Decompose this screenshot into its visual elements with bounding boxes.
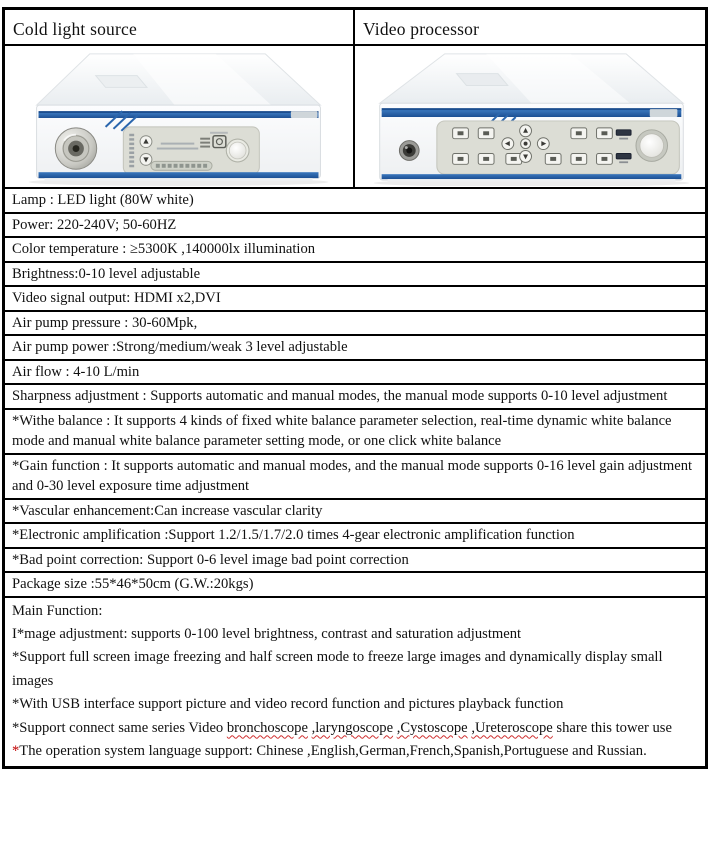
light-output-port	[55, 127, 96, 168]
spec-row-air-pump-pressure: Air pump pressure : 30-60Mpk,	[5, 312, 705, 337]
control-panel	[436, 120, 678, 173]
spec-row-color-temperature: Color temperature : ≥5300K ,140000lx illumination	[5, 238, 705, 263]
main-function-block	[5, 598, 705, 767]
spec-row-package-size: Package size :55*46*50cm (G.W.:20kgs)	[5, 573, 705, 598]
spec-sheet-table	[2, 7, 708, 769]
misspelled-word: ,laryngoscope	[311, 719, 394, 736]
spec-row-air-flow: Air flow : 4-10 L/min	[5, 361, 705, 386]
control-knob[interactable]	[635, 129, 667, 161]
control-panel	[123, 126, 259, 173]
spec-row-bad-point: *Bad point correction: Support 0-6 level image bad point correction	[5, 549, 705, 574]
red-asterisk: *	[12, 742, 20, 759]
main-function-language	[12, 740, 698, 763]
connect-text: share this tower use	[552, 719, 672, 736]
product-image-row	[5, 46, 705, 189]
cold-light-source-photo-cell	[5, 46, 355, 187]
main-function-freeze: *Support full screen image freezing and half screen mode to freeze large images and dynamically display small images	[12, 649, 667, 689]
brightness-down-button[interactable]	[140, 153, 152, 165]
header-video-processor: Video processor	[363, 19, 480, 39]
language-text: The operation system language support: Chinese ,English,German,French,Spanish,Portuguese and Russian.	[19, 742, 647, 759]
misspelled-word: bronchoscope	[226, 719, 308, 736]
header-row	[5, 10, 705, 46]
spec-row-vascular: *Vascular enhancement:Can increase vascular clarity	[5, 500, 705, 525]
misspelled-word: ,Ureteroscope	[471, 719, 553, 736]
led-level-display	[150, 161, 211, 170]
spec-row-video-output: Video signal output: HDMI x2,DVI	[5, 287, 705, 312]
connect-text: *Support connect same series Video	[12, 719, 227, 736]
video-processor-photo-cell	[355, 46, 705, 187]
main-function-title: Main Function:	[12, 602, 103, 619]
camera-connector-port	[399, 140, 419, 160]
spec-row-gain: *Gain function : It supports automatic and manual modes, and the manual mode supports 0-16 level gain adjustment and 0-30 level exposure time adjustment	[5, 455, 705, 500]
front-blue-stripe	[38, 113, 318, 118]
spec-row-lamp: Lamp : LED light (80W white)	[5, 189, 705, 214]
spec-row-air-pump-power: Air pump power :Strong/medium/weak 3 level adjustable	[5, 336, 705, 361]
bottom-blue-stripe	[38, 172, 318, 178]
misspelled-word: ,Cystoscope	[396, 719, 468, 736]
header-cold-light-source: Cold light source	[5, 10, 355, 44]
power-button[interactable]	[226, 139, 249, 162]
front-blue-stripe	[381, 110, 681, 117]
cold-light-source-image	[7, 48, 352, 186]
spec-row-brightness: Brightness:0-10 level adjustable	[5, 263, 705, 288]
spec-row-white-balance: *Withe balance : It supports 4 kinds of fixed white balance parameter selection, real-time dynamic white balance mode and manual white balance parameter setting mode, or one click white balance	[5, 410, 705, 455]
spec-row-power: Power: 220-240V; 50-60HZ	[5, 214, 705, 239]
video-processor-image	[358, 48, 703, 186]
main-function-connect	[12, 717, 698, 740]
spec-row-amplification: *Electronic amplification :Support 1.2/1.5/1.7/2.0 times 4-gear electronic amplification function	[5, 524, 705, 549]
brightness-up-button[interactable]	[140, 135, 152, 147]
main-function-usb: *With USB interface support picture and video record function and pictures playback function	[12, 696, 564, 713]
bottom-blue-stripe	[381, 174, 681, 179]
main-function-image-adjustment: I*mage adjustment: supports 0-100 level brightness, contrast and saturation adjustment	[12, 625, 522, 642]
spec-row-sharpness: Sharpness adjustment : Supports automatic and manual modes, the manual mode supports 0-10 level adjustment	[5, 385, 705, 410]
